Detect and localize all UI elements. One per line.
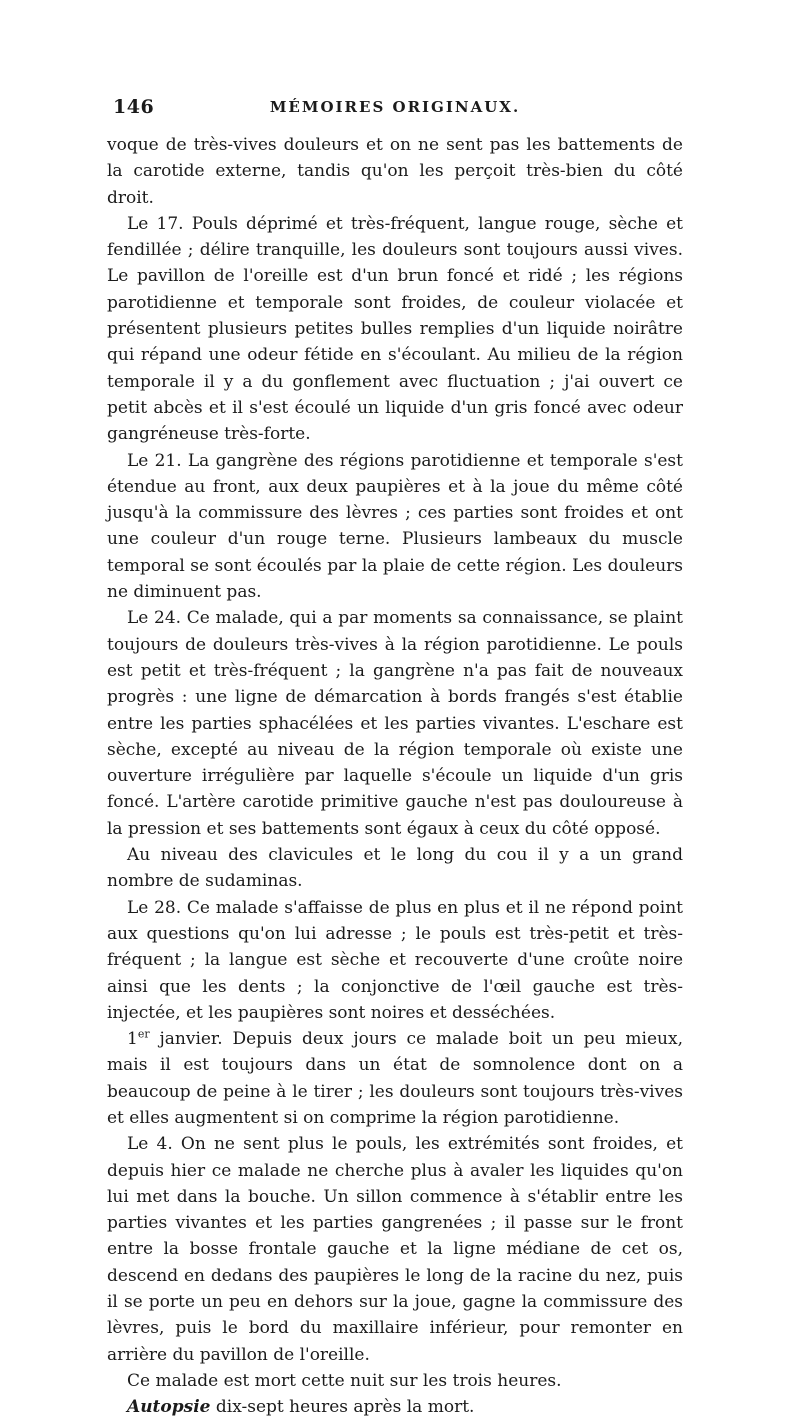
paragraph-day-24	[107, 605, 683, 842]
paragraph-autopsy	[107, 1394, 683, 1420]
book-page	[107, 96, 683, 1421]
body-text	[107, 132, 683, 1421]
page-number: 146	[113, 96, 155, 118]
paragraph-death	[107, 1368, 683, 1394]
paragraph-text: Le 24. Ce malade, qui a par moments sa connaissance, se plaint toujours de douleurs très-vives à la région parotidienne. Le pouls est petit et très-fréquent ; la gangrène n'a pas fait de nouveaux progrès : une ligne de démarcation à bords frangés s'est établie entre les parties sphacélées et les parties vivantes. L'eschare est sèche, excepté au niveau de la région temporale où existe une ouverture irrégulière par laquelle s'écoule un liquide d'un gris foncé. L'artère carotide primitive gauche n'est pas douloureuse à la pression et ses battements sont égaux à ceux du côté opposé.	[107, 608, 683, 839]
autopsy-heading: Autopsie	[127, 1397, 211, 1418]
running-title: MÉMOIRES ORIGINAUX.	[269, 98, 521, 116]
paragraph-text: Ce malade est mort cette nuit sur les trois heures.	[127, 1370, 562, 1391]
paragraph-day-28	[107, 895, 683, 1026]
running-head	[107, 96, 683, 126]
paragraph-day-17	[107, 211, 683, 448]
paragraph-text: Le 17. Pouls déprimé et très-fréquent, langue rouge, sèche et fendillée ; délire tranquille, les douleurs sont toujours aussi vives. Le pavillon de l'oreille est d'un brun foncé et ridé ; les régions parotidienne et temporale sont froides, de couleur violacée et présentent plusieurs petites bulles remplies d'un liquide noirâtre qui répand une odeur fétide en s'écoulant. Au milieu de la région temporale il y a du gonflement avec fluctuation ; j'ai ouvert ce petit abcès et il s'est écoulé un liquide d'un gris foncé avec odeur gangréneuse très-forte.	[107, 213, 683, 445]
paragraph-text: Le 28. Ce malade s'affaisse de plus en plus et il ne répond point aux questions qu'on lui adresse ; le pouls est très-petit et très-fréquent ; la langue est sèche et recouverte d'une croûte noire ainsi que les dents ; la conjonctive de l'œil gauche est très-injectée, et les paupières sont noires et desséchées.	[107, 897, 683, 1023]
paragraph-text: voque de très-vives douleurs et on ne sent pas les battements de la carotide externe, tandis qu'on les perçoit très-bien du côté droit.	[107, 135, 683, 208]
ordinal-superscript: er	[137, 1027, 150, 1041]
paragraph-day-21	[107, 448, 683, 606]
paragraph-text: janvier. Depuis deux jours ce malade boit un peu mieux, mais il est toujours dans un état de somnolence dont on a beaucoup de peine à le tirer ; les douleurs sont toujours très-vives et elles augmentent si on comprime la région parotidienne.	[107, 1029, 683, 1128]
paragraph-january-1	[107, 1026, 683, 1131]
paragraph-sudaminas	[107, 842, 683, 895]
paragraph-text: Au niveau des clavicules et le long du cou il y a un grand nombre de sudaminas.	[107, 845, 683, 892]
paragraph-text: Le 4. On ne sent plus le pouls, les extrémités sont froides, et depuis hier ce malade ne cherche plus à avaler les liquides qu'on lui met dans la bouche. Un sillon commence à s'établir entre les parties vivantes et les parties gangrenées ; il passe sur le front entre la bosse frontale gauche et la ligne médiane de cet os, descend en dedans des paupières le long de la racine du nez, puis il se porte un peu en dehors sur la joue, gagne la commissure des lèvres, puis le bord du maxillaire inférieur, pour remonter en arrière du pavillon de l'oreille.	[107, 1134, 683, 1365]
date-number: 1	[127, 1029, 138, 1050]
paragraph-text: dix-sept heures après la mort.	[210, 1397, 475, 1418]
paragraph-continuation	[107, 132, 683, 211]
paragraph-day-4	[107, 1131, 683, 1368]
paragraph-text: Le 21. La gangrène des régions parotidienne et temporale s'est étendue au front, aux deux paupières et à la joue du même côté jusqu'à la commissure des lèvres ; ces parties sont froides et ont une couleur d'un rouge terne. Plusieurs lambeaux du muscle temporal se sont écoulés par la plaie de cette région. Les douleurs ne diminuent pas.	[107, 450, 683, 603]
